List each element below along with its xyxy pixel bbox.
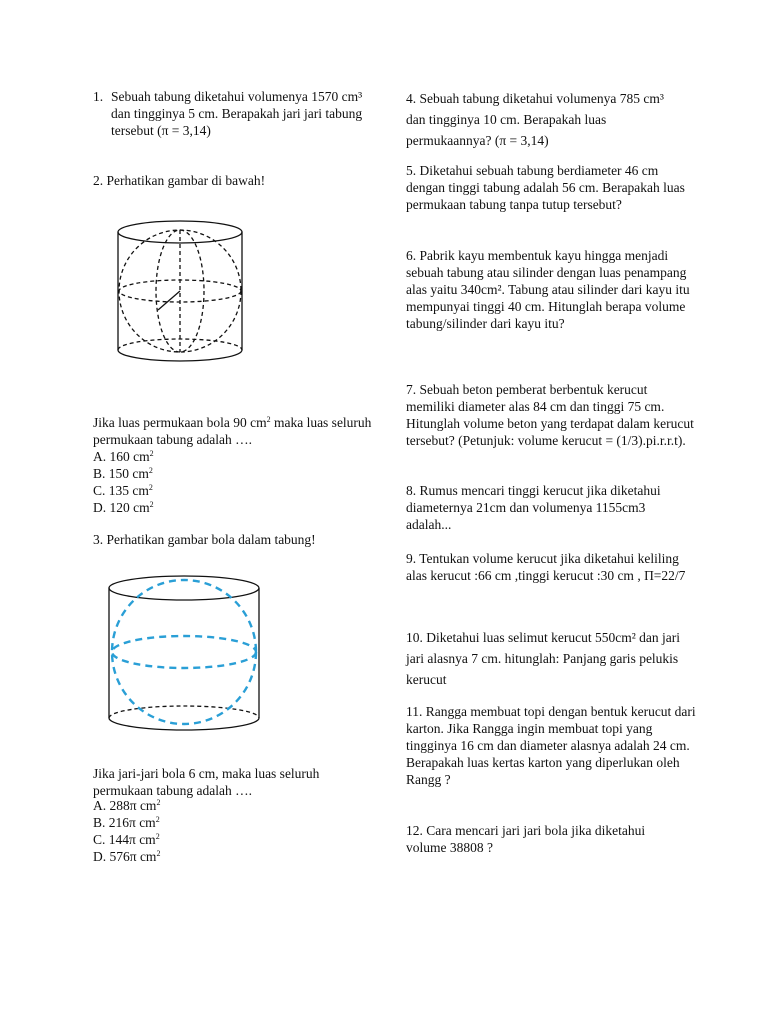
question-6: 6. Pabrik kayu membentuk kayu hingga menjadi sebuah tabung atau silinder dengan luas penampang alas yaitu 340cm². Tabung atau silinder dari kayu itu mempunyai tinggi 40 cm. Hitunglah berapa volume tabung/silinder dari kayu itu? — [406, 248, 690, 331]
question-5: 5. Diketahui sebuah tabung berdiameter 46 cm dengan tinggi tabung adalah 56 cm. Berapakah luas permukaan tabung tanpa tutup tersebut? — [406, 163, 685, 212]
option-label: C. 135 cm — [93, 483, 149, 498]
question-2-option-c[interactable] — [93, 482, 293, 499]
option-sup: 2 — [155, 815, 160, 824]
question-4: 4. Sebuah tabung diketahui volumenya 785 cm³ dan tingginya 10 cm. Berapakah luas permukaannya? (π = 3,14) — [406, 91, 664, 148]
option-label: A. 160 cm — [93, 449, 150, 464]
option-sup: 2 — [155, 832, 160, 841]
option-sup: 2 — [149, 500, 154, 509]
option-sup: 2 — [148, 483, 153, 492]
question-3-option-c[interactable] — [93, 831, 293, 848]
sphere-in-cylinder-figure — [100, 566, 270, 736]
question-3-title: 3. Perhatikan gambar bola dalam tabung! — [93, 532, 316, 547]
option-label: A. 288π cm — [93, 798, 157, 813]
question-1-number: 1. — [93, 89, 104, 104]
question-3-option-a[interactable] — [93, 797, 293, 814]
question-2-option-a[interactable] — [93, 448, 293, 465]
question-2-option-b[interactable] — [93, 465, 293, 482]
question-2-option-d[interactable] — [93, 499, 293, 516]
question-10: 10. Diketahui luas selimut kerucut 550cm² dan jari jari alasnya 7 cm. hitunglah: Panjang garis pelukis kerucut — [406, 630, 680, 687]
option-sup: 2 — [149, 449, 154, 458]
option-label: C. 144π cm — [93, 832, 156, 847]
question-3-stem: Jika jari-jari bola 6 cm, maka luas seluruh permukaan tabung adalah …. — [93, 766, 320, 798]
question-2-stem-sup: 2 — [266, 415, 271, 424]
question-8: 8. Rumus mencari tinggi kerucut jika diketahui diameternya 21cm dan volumenya 1155cm3 adalah... — [406, 483, 661, 532]
option-label: D. 576π cm — [93, 849, 157, 864]
question-2-title: 2. Perhatikan gambar di bawah! — [93, 173, 266, 188]
option-label: B. 216π cm — [93, 815, 156, 830]
question-3-option-b[interactable] — [93, 814, 293, 831]
question-7: 7. Sebuah beton pemberat berbentuk kerucut memiliki diameter alas 84 cm dan tinggi 75 cm. Hitunglah volume beton yang terdapat dalam kerucut tersebut? (Petunjuk: volume kerucut = (1/3).pi.r.r.t). — [406, 382, 694, 448]
question-3-option-d[interactable] — [93, 848, 293, 865]
option-label: B. 150 cm — [93, 466, 149, 481]
option-sup: 2 — [156, 798, 161, 807]
question-9: 9. Tentukan volume kerucut jika diketahui keliling alas kerucut :66 cm ,tinggi kerucut :30 cm , Π=22/7 — [406, 551, 686, 583]
question-2-stem — [93, 414, 378, 448]
question-3-options — [93, 797, 293, 865]
question-11: 11. Rangga membuat topi dengan bentuk kerucut dari karton. Jika Rangga ingin membuat topi yang tingginya 16 cm dan diameter alasnya adalah 24 cm. Berapakah luas kertas karton yang diperlukan oleh Rangg ? — [406, 704, 696, 787]
question-2-options — [93, 448, 293, 516]
question-2-stem-end: maka luas seluruh permukaan tabung adalah …. — [93, 415, 372, 447]
option-sup: 2 — [148, 466, 153, 475]
question-2-stem-text: Jika luas permukaan bola 90 cm — [93, 415, 267, 430]
question-1-text: Sebuah tabung diketahui volumenya 1570 cm³ dan tingginya 5 cm. Berapakah jari jari tabung tersebut (π = 3,14) — [111, 89, 363, 138]
option-label: D. 120 cm — [93, 500, 150, 515]
cylinder-sphere-figure-1 — [105, 210, 255, 370]
question-12: 12. Cara mencari jari jari bola jika diketahui volume 38808 ? — [406, 823, 646, 855]
option-sup: 2 — [156, 849, 161, 858]
